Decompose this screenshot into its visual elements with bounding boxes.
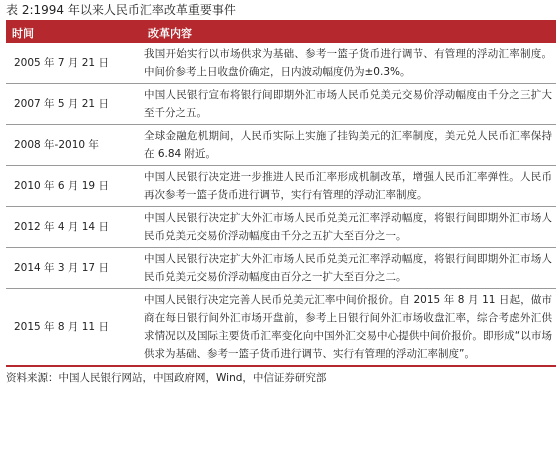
row-time: 2014 年 3 月 17 日 xyxy=(6,248,142,289)
source-note: 资料来源：中国人民银行网站，中国政府网，Wind，中信证券研究部 xyxy=(6,372,327,384)
row-time: 2015 年 8 月 11 日 xyxy=(6,289,142,367)
table-row xyxy=(6,166,556,207)
table-row xyxy=(6,84,556,125)
row-content: 全球金融危机期间，人民币实际上实施了挂钩美元的汇率制度，美元兑人民币汇率保持在 6.84 附近。 xyxy=(142,125,556,166)
row-time: 2005 年 7 月 21 日 xyxy=(6,43,142,84)
row-content: 我国开始实行以市场供求为基础、参考一篮子货币进行调节、有管理的浮动汇率制度。中间价参考上日收盘价确定，日内波动幅度仍为±0.3%。 xyxy=(142,43,556,84)
table-header-row xyxy=(6,22,556,43)
table-caption: 表 2:1994 年以来人民币汇率改革重要事件 xyxy=(6,0,556,22)
table-row xyxy=(6,289,556,367)
table-row xyxy=(6,248,556,289)
table-row xyxy=(6,207,556,248)
row-time: 2007 年 5 月 21 日 xyxy=(6,84,142,125)
row-content: 中国人民银行决定扩大外汇市场人民币兑美元汇率浮动幅度，将银行间即期外汇市场人民币兑美元交易价浮动幅度由千分之五扩大至百分之一。 xyxy=(142,207,556,248)
table-row xyxy=(6,43,556,84)
row-time: 2008 年-2010 年 xyxy=(6,125,142,166)
row-content: 中国人民银行决定进一步推进人民币汇率形成机制改革，增强人民币汇率弹性。人民币再次参考一篮子货币进行调节，实行有管理的浮动汇率制度。 xyxy=(142,166,556,207)
header-content: 改革内容 xyxy=(142,22,556,43)
row-content: 中国人民银行决定扩大外汇市场人民币兑美元汇率浮动幅度，将银行间即期外汇市场人民币兑美元交易价浮动幅度由百分之一扩大至百分之二。 xyxy=(142,248,556,289)
table-row xyxy=(6,125,556,166)
row-time: 2012 年 4 月 14 日 xyxy=(6,207,142,248)
reform-events-table xyxy=(6,22,556,367)
header-time: 时间 xyxy=(6,22,142,43)
row-content: 中国人民银行决定完善人民币兑美元汇率中间价报价。自 2015 年 8 月 11 日起，做市商在每日银行间外汇市场开盘前，参考上日银行间外汇市场收盘汇率，综合考虑外汇供求情况以及国际主要货币汇率变化向中国外汇交易中心提供中间价报价。即形成“以市场供求为基础、参考一篮子货币进行调节、实行有管理的浮动汇率制度”。 xyxy=(142,289,556,367)
row-content: 中国人民银行宣布将银行间即期外汇市场人民币兑美元交易价浮动幅度由千分之三扩大至千分之五。 xyxy=(142,84,556,125)
row-time: 2010 年 6 月 19 日 xyxy=(6,166,142,207)
